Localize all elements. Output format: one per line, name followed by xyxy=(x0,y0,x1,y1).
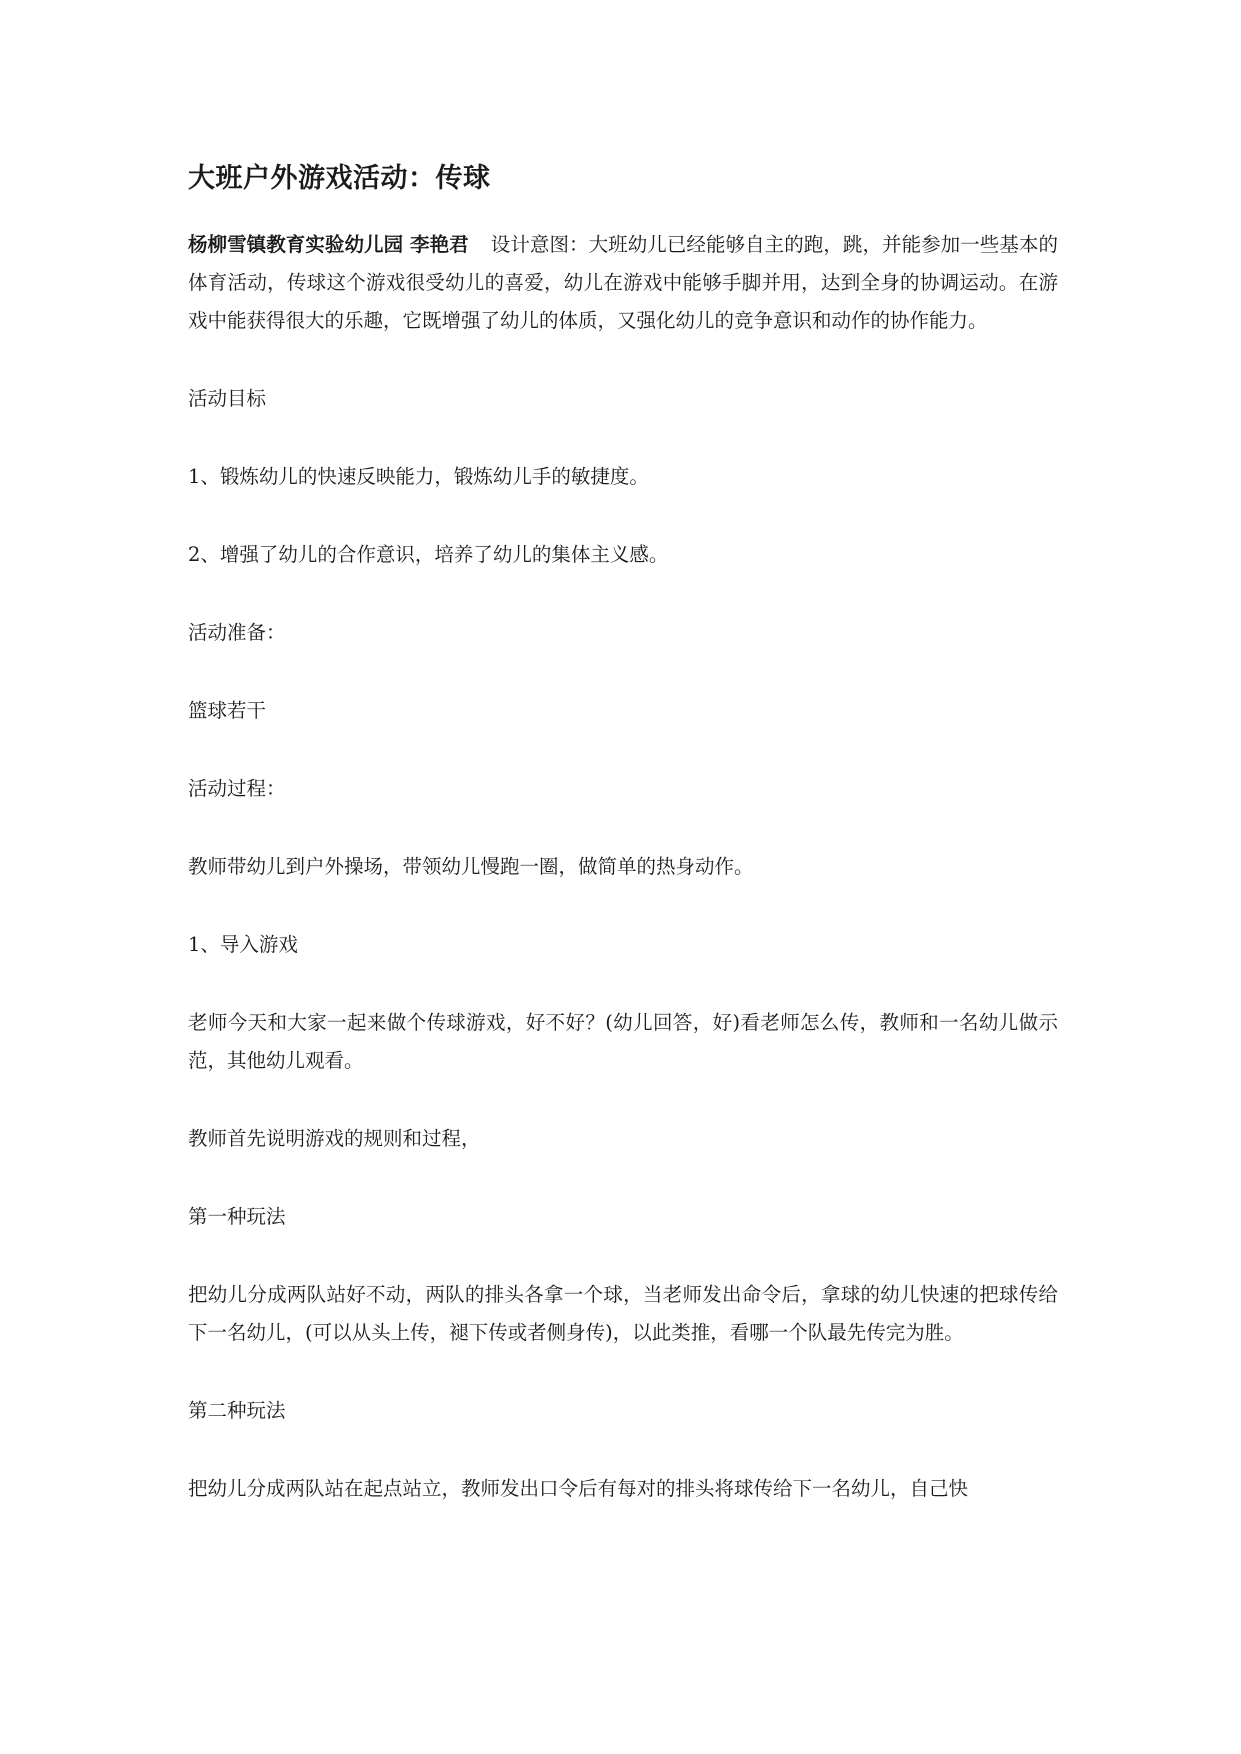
section-heading-goals: 活动目标 xyxy=(188,387,267,410)
section-heading-process: 活动过程： xyxy=(188,777,286,800)
section-heading-preparation: 活动准备： xyxy=(188,621,286,644)
intro-text: 设计意图：大班幼儿已经能够自主的跑，跳，并能参加一些基本的体育活动，传球这个游戏很受幼儿的喜爱，幼儿在游戏中能够手脚并用，达到全身的协调运动。在游戏中能获得很大的乐趣，它既增强了幼儿的体质，又强化幼儿的竞争意识和动作的协作能力。 xyxy=(188,233,1058,332)
document-body xyxy=(188,160,1058,1508)
process-warmup: 教师带幼儿到户外操场，带领幼儿慢跑一圈，做简单的热身动作。 xyxy=(188,855,754,878)
document-title: 大班户外游戏活动：传球 xyxy=(188,163,491,194)
preparation-item: 篮球若干 xyxy=(188,699,267,722)
method-description-1: 把幼儿分成两队站好不动，两队的排头各拿一个球，当老师发出命令后，拿球的幼儿快速的把球传给下一名幼儿，(可以从头上传，褪下传或者侧身传)，以此类推，看哪一个队最先传完为胜。 xyxy=(188,1283,1058,1344)
goal-item-1: 1、锻炼幼儿的快速反映能力，锻炼幼儿手的敏捷度。 xyxy=(188,465,649,488)
method-heading-2: 第二种玩法 xyxy=(188,1399,286,1422)
process-paragraph: 老师今天和大家一起来做个传球游戏，好不好？(幼儿回答，好)看老师怎么传，教师和一名幼儿做示范，其他幼儿观看。 xyxy=(188,1011,1058,1072)
goal-item-2: 2、增强了幼儿的合作意识，培养了幼儿的集体主义感。 xyxy=(188,543,669,566)
step-heading-intro-game: 1、导入游戏 xyxy=(188,933,298,956)
author-line: 杨柳雪镇教育实验幼儿园 李艳君 xyxy=(188,233,469,256)
process-paragraph: 教师首先说明游戏的规则和过程， xyxy=(188,1127,481,1150)
intro-paragraph xyxy=(188,226,1058,340)
method-heading-1: 第一种玩法 xyxy=(188,1205,286,1228)
method-description-2: 把幼儿分成两队站在起点站立，教师发出口令后有每对的排头将球传给下一名幼儿，自己快 xyxy=(188,1477,969,1500)
